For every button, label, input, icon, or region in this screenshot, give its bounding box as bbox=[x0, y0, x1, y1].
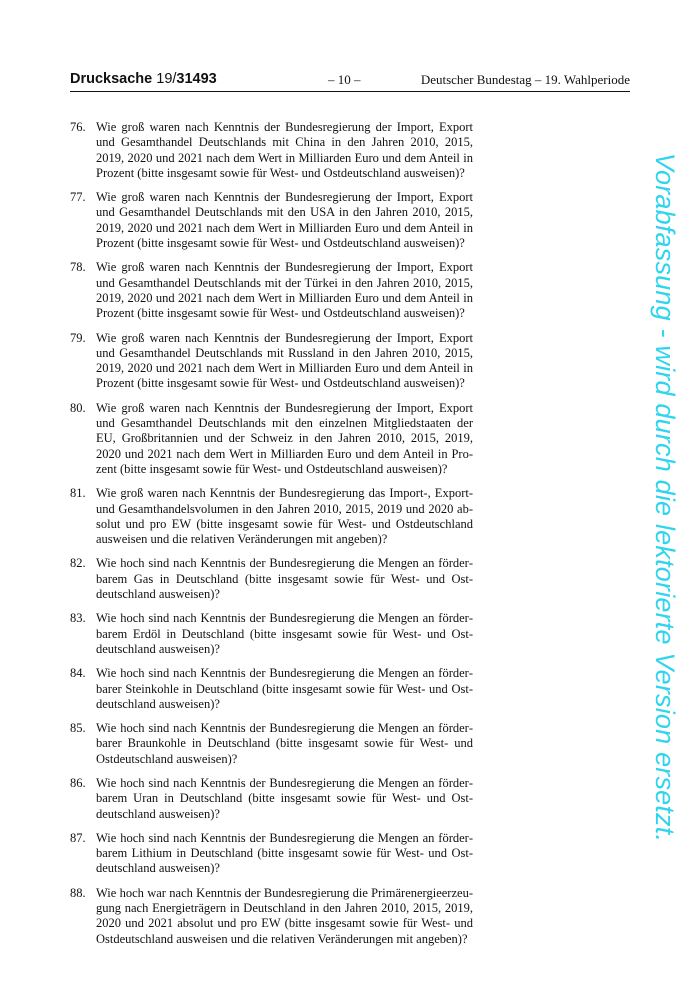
question-text: Wie groß waren nach Kenntnis der Bundesregierung der Import, Export und Gesamthandel Deutschlands mit Russland in den Jahren 2010, 2015, 2019, 2020 und 2021 nach dem Wert in Milliarden Euro und dem Anteil in Prozent (bitte insgesamt sowie für West- und Ostdeutschland ausweisen)? bbox=[96, 330, 473, 391]
question-number: 83. bbox=[70, 611, 86, 626]
question-text: Wie groß waren nach Kenntnis der Bundesregierung der Import, Export und Gesamthandel Deutschlands mit den USA in den Jahren 2010, 2015, 2019, 2020 und 2021 nach dem Wert in Milliarden Euro und dem Anteil in Prozent (bitte insgesamt sowie für West- und Ostdeutschland ausweisen)? bbox=[96, 190, 473, 251]
question-number: 76. bbox=[70, 120, 86, 134]
question-number: 79. bbox=[70, 330, 86, 345]
page-number: – 10 – bbox=[328, 72, 361, 87]
question-item bbox=[70, 260, 473, 321]
question-item bbox=[70, 190, 473, 251]
question-number: 77. bbox=[70, 190, 86, 205]
question-text: Wie groß waren nach Kenntnis der Bundesregierung der Import, Export und Gesamthandel Deutschlands mit den einzelnen Mitgliedstaaten der EU, Großbritannien und der Schweiz in den Jahren 2010, 2015, 2019, 2020 und 2021 nach dem Wert in Milliarden Euro und dem Anteil in Prozent (bitte insgesamt sowie für West- und Ostdeutschland ausweisen)? bbox=[96, 400, 473, 476]
question-text: Wie hoch sind nach Kenntnis der Bundesregierung die Mengen an förderbarer Braunkohle in Deutschland (bitte insgesamt sowie für West- und Ostdeutschland ausweisen)? bbox=[96, 721, 473, 766]
question-number: 86. bbox=[70, 775, 86, 790]
question-number: 88. bbox=[70, 885, 86, 900]
question-item bbox=[70, 556, 473, 602]
question-number: 80. bbox=[70, 400, 86, 415]
question-text: Wie hoch sind nach Kenntnis der Bundesregierung die Mengen an förderbarer Steinkohle in Deutschland (bitte insgesamt sowie für West- und Ostdeutschland ausweisen)? bbox=[96, 666, 473, 711]
watermark-text: Vorabfassung - wird durch die lektorierte Version ersetzt. bbox=[650, 152, 681, 843]
question-number: 85. bbox=[70, 721, 86, 736]
question-text: Wie hoch sind nach Kenntnis der Bundesregierung die Mengen an förderbarem Gas in Deutschland (bitte insgesamt sowie für West- und Ostdeutschland ausweisen)? bbox=[96, 556, 473, 602]
question-item bbox=[70, 486, 473, 547]
question-text: Wie hoch sind nach Kenntnis der Bundesregierung die Mengen an förderbarem Uran in Deutschland (bitte insgesamt sowie für West- und Ostdeutschland ausweisen)? bbox=[96, 775, 473, 821]
document-period: 19/ bbox=[156, 71, 177, 87]
question-item bbox=[70, 331, 473, 392]
document-reference bbox=[70, 70, 217, 88]
question-text: Wie hoch sind nach Kenntnis der Bundesregierung die Mengen an förderbarem Erdöl in Deutschland (bitte insgesamt sowie für West- und Ostdeutschland ausweisen)? bbox=[96, 611, 473, 656]
question-item bbox=[70, 721, 473, 767]
question-text: Wie hoch sind nach Kenntnis der Bundesregierung die Mengen an förderbarem Lithium in Deutschland (bitte insgesamt sowie für West- und Ostdeutschland ausweisen)? bbox=[96, 830, 473, 876]
question-item bbox=[70, 611, 473, 657]
question-item bbox=[70, 886, 473, 947]
question-item bbox=[70, 831, 473, 877]
question-text: Wie hoch war nach Kenntnis der Bundesregierung die Primärenergieerzeugung nach Energieträgern in Deutschland in den Jahren 2010, 2015, 2019, 2020 und 2021 absolut und pro EW (bitte insgesamt sowie für West- und Ostdeutschland ausweisen und die relativen Veränderungen mit angeben)? bbox=[96, 885, 473, 946]
question-number: 81. bbox=[70, 486, 86, 501]
question-item bbox=[70, 666, 473, 712]
question-number: 87. bbox=[70, 830, 86, 845]
question-text: Wie groß waren nach Kenntnis der Bundesregierung das Import-, Export- und Gesamthandelsvolumen in den Jahren 2010, 2015, 2019 und 2020 absolut und pro EW (bitte insgesamt sowie für West- und Ostdeutschland ausweisen und die relativen Veränderungen mit angeben)? bbox=[96, 486, 473, 547]
header-rule bbox=[70, 91, 630, 92]
question-number: 84. bbox=[70, 666, 86, 681]
question-text: Wie groß waren nach Kenntnis der Bundesregierung der Import, Export und Gesamthandel Deutschlands mit der Türkei in den Jahren 2010, 2015, 2019, 2020 und 2021 nach dem Wert in Milliarden Euro und dem Anteil in Prozent (bitte insgesamt sowie für West- und Ostdeutschland ausweisen)? bbox=[96, 260, 473, 321]
page-header bbox=[70, 70, 630, 90]
question-item bbox=[70, 776, 473, 822]
preliminary-version-watermark bbox=[645, 115, 685, 880]
question-item bbox=[70, 401, 473, 477]
question-list bbox=[70, 120, 473, 956]
question-number: 82. bbox=[70, 556, 86, 571]
publisher: Deutscher Bundestag – 19. Wahlperiode bbox=[420, 72, 630, 87]
question-item bbox=[70, 120, 473, 181]
document-label: Drucksache bbox=[70, 71, 153, 87]
question-text: Wie groß waren nach Kenntnis der Bundesregierung der Import, Export und Gesamthandel Deutschlands mit China in den Jahren 2010, 2015, 2019, 2020 und 2021 nach dem Wert in Milliarden Euro und dem Anteil in Prozent (bitte insgesamt sowie für West- und Ostdeutschland ausweisen)? bbox=[96, 120, 473, 180]
question-number: 78. bbox=[70, 260, 86, 275]
document-number: 31493 bbox=[176, 71, 217, 87]
